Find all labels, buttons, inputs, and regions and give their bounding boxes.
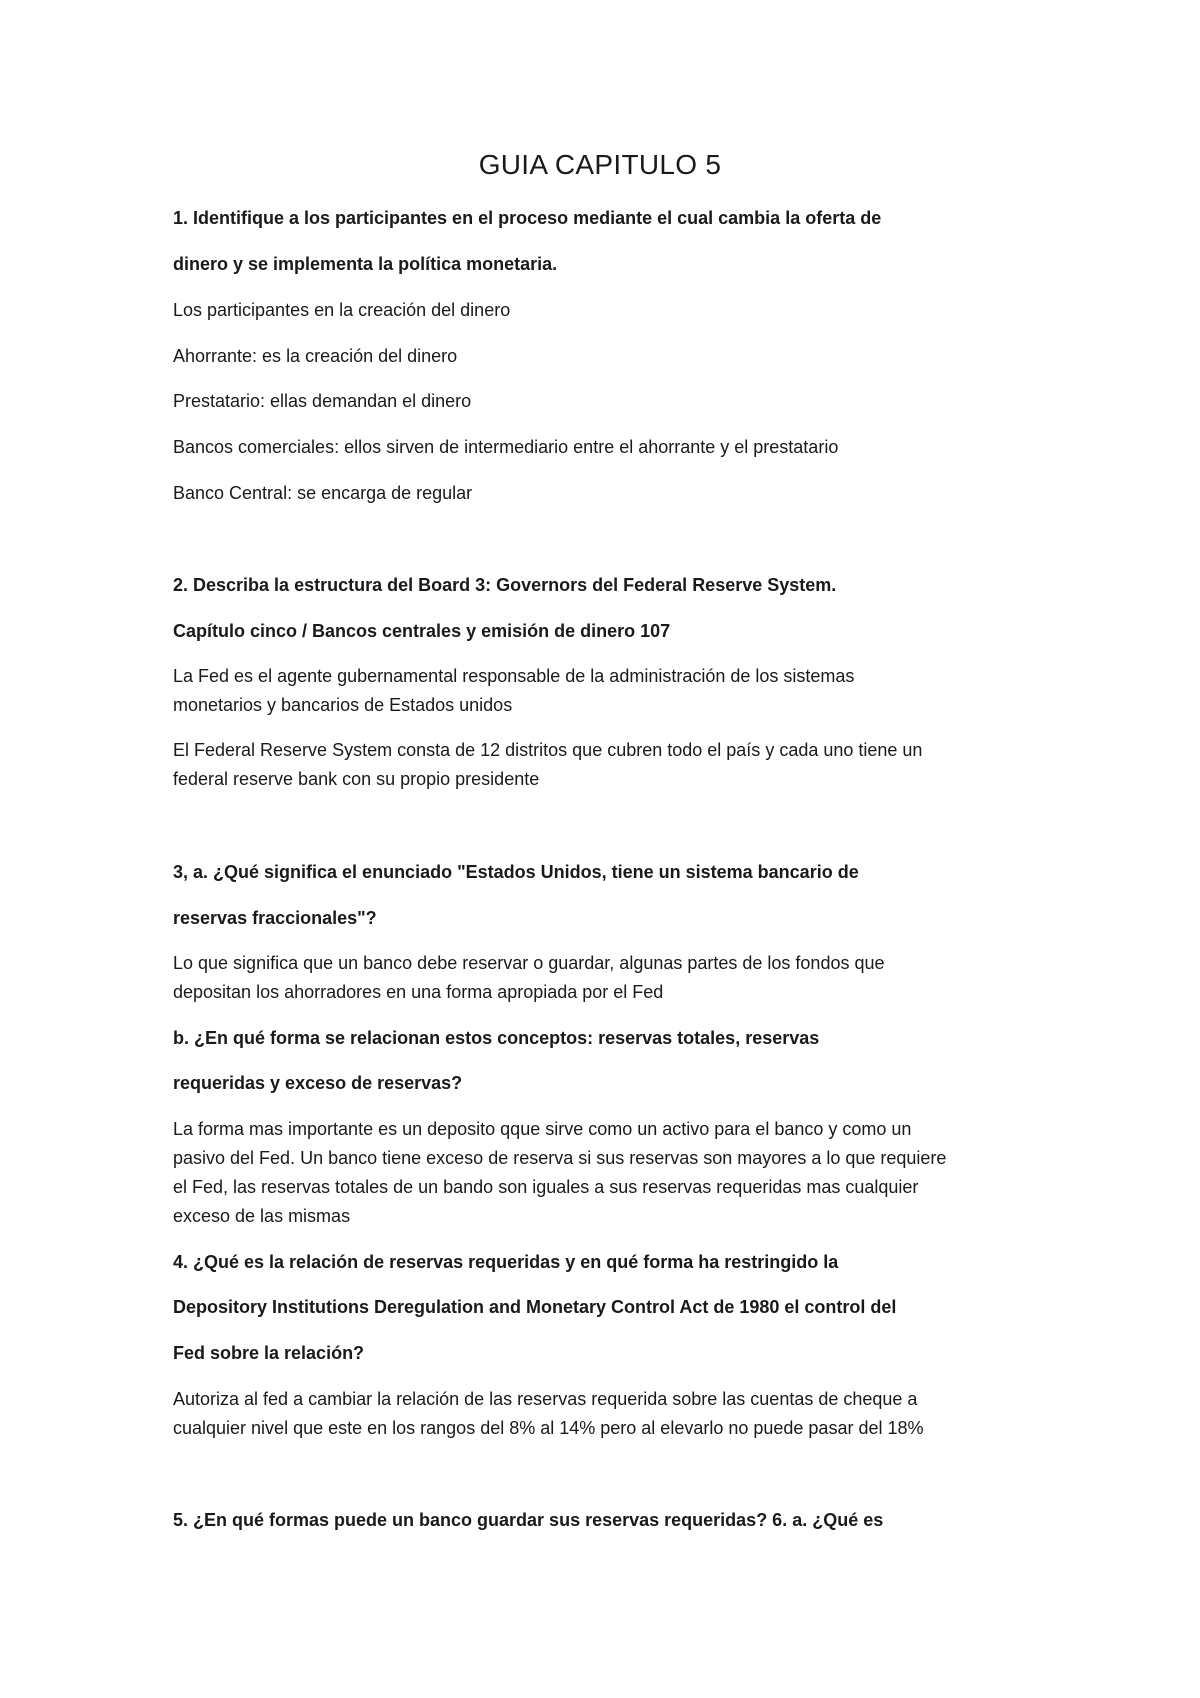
answer-2-line-1: La Fed es el agente gubernamental responsable de la administración de los sistemas (173, 666, 855, 686)
question-2: 2. Describa la estructura del Board 3: Governors del Federal Reserve System. (173, 575, 837, 595)
question-1-line-1: 1. Identifique a los participantes en el proceso mediante el cual cambia la oferta de (173, 208, 882, 228)
answer-1-line-1: Los participantes en la creación del dinero (173, 300, 511, 320)
question-4-line-1: 4. ¿Qué es la relación de reservas requeridas y en qué forma ha restringido la (173, 1252, 839, 1272)
answer-1-line-3: Prestatario: ellas demandan el dinero (173, 391, 472, 411)
answer-1-line-4: Bancos comerciales: ellos sirven de intermediario entre el ahorrante y el prestatario (173, 437, 839, 457)
answer-3a-line-1: Lo que significa que un banco debe reservar o guardar, algunas partes de los fondos que (173, 953, 885, 973)
question-5: 5. ¿En qué formas puede un banco guardar sus reservas requeridas? 6. a. ¿Qué es (173, 1510, 884, 1530)
answer-2-line-3: El Federal Reserve System consta de 12 distritos que cubren todo el país y cada uno tiene un (173, 740, 923, 760)
question-3b-line-1: b. ¿En qué forma se relacionan estos conceptos: reservas totales, reservas (173, 1028, 820, 1048)
answer-3a-line-2: depositan los ahorradores en una forma apropiada por el Fed (173, 982, 664, 1002)
answer-3b-line-2: pasivo del Fed. Un banco tiene exceso de reserva si sus reservas son mayores a lo que requiere (173, 1148, 947, 1168)
answer-2-line-2: monetarios y bancarios de Estados unidos (173, 695, 513, 715)
question-4-line-2: Depository Institutions Deregulation and Monetary Control Act de 1980 el control del (173, 1297, 897, 1317)
question-1-line-2: dinero y se implementa la política monetaria. (173, 254, 558, 274)
answer-4-line-1: Autoriza al fed a cambiar la relación de las reservas requerida sobre las cuentas de cheque a (173, 1389, 918, 1409)
answer-3b-line-1: La forma mas importante es un deposito qque sirve como un activo para el banco y como un (173, 1119, 912, 1139)
question-3a-line-1: 3, a. ¿Qué significa el enunciado "Estados Unidos, tiene un sistema bancario de (173, 862, 859, 882)
answer-3b-line-3: el Fed, las reservas totales de un bando son iguales a sus reservas requeridas mas cualquier (173, 1177, 919, 1197)
answer-3b-line-4: exceso de las mismas (173, 1206, 351, 1226)
question-3a-line-2: reservas fraccionales"? (173, 908, 377, 928)
answer-2-line-4: federal reserve bank con su propio presidente (173, 769, 540, 789)
question-3b-line-2: requeridas y exceso de reservas? (173, 1073, 463, 1093)
question-2-subheading: Capítulo cinco / Bancos centrales y emisión de dinero 107 (173, 621, 671, 641)
answer-1-line-5: Banco Central: se encarga de regular (173, 483, 473, 503)
answer-4-line-2: cualquier nivel que este en los rangos del 8% al 14% pero al elevarlo no puede pasar del 18% (173, 1418, 924, 1438)
question-4-line-3: Fed sobre la relación? (173, 1343, 365, 1363)
answer-1-line-2: Ahorrante: es la creación del dinero (173, 346, 458, 366)
page-title: GUIA CAPITULO 5 (478, 149, 722, 180)
